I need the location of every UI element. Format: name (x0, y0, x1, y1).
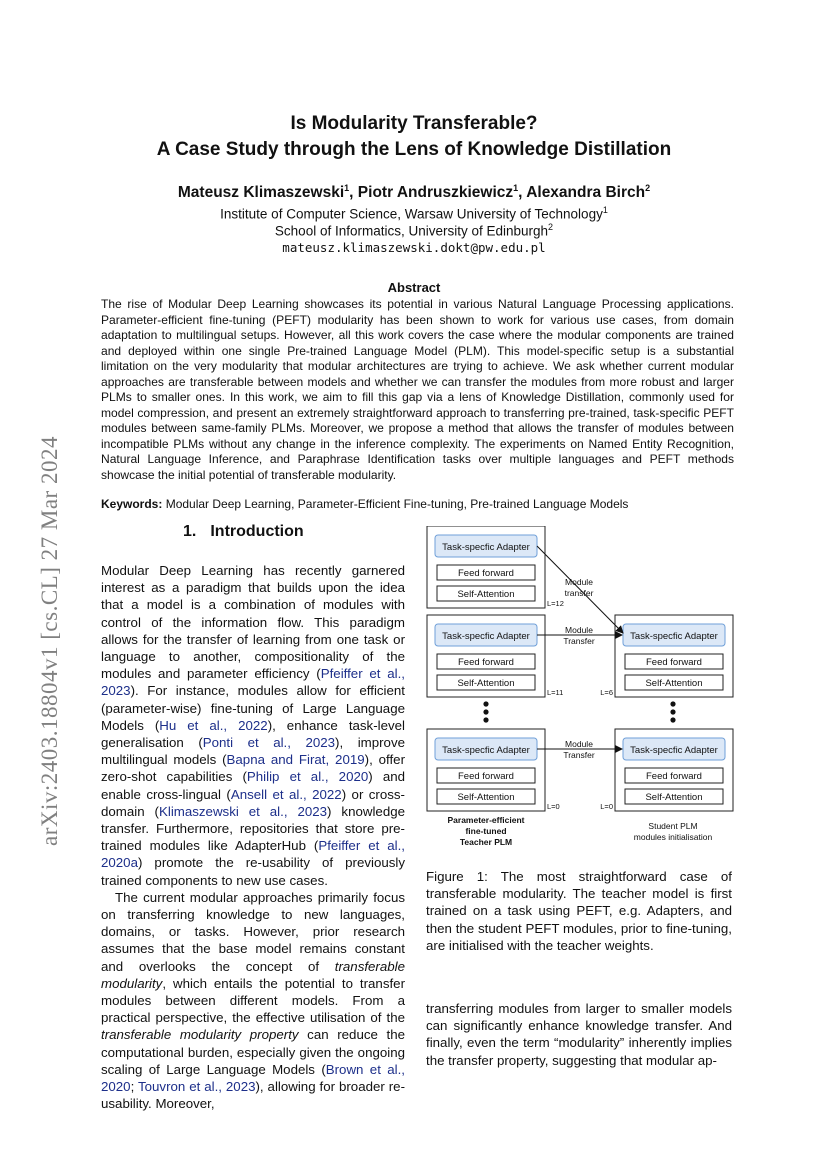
layer-index: L=6 (600, 688, 613, 697)
abstract-heading: Abstract (387, 280, 441, 295)
transfer-label: Module (565, 577, 593, 587)
self-attention-label: Self-Attention (645, 678, 703, 689)
layer-block (427, 729, 560, 811)
adapter-label: Task-specfic Adapter (442, 542, 530, 553)
affiliation (0, 222, 828, 239)
layer-block (427, 615, 563, 697)
citation-link[interactable]: Pfeiffer et al., 2023 (101, 666, 405, 699)
author-affil-mark: 2 (645, 183, 651, 193)
layer-block (427, 526, 564, 608)
intro-paragraph-2 (101, 889, 405, 1113)
emphasis-text: transferable modularity property (101, 1027, 299, 1043)
paper-title (0, 111, 828, 163)
ellipsis-dot-icon (670, 709, 675, 714)
module-transfer-arrows (537, 546, 623, 760)
paragraph-text: ), enhance task-level generalisation ( (101, 717, 405, 751)
citation-link[interactable]: Ponti et al., 2023 (202, 735, 336, 751)
paragraph-text: , which entails the potential to transfer modules between different models. From a practical perspective, the effective utilisation of the (101, 975, 405, 1026)
section-number: 1. (183, 523, 197, 540)
author-name: Mateusz Klimaszewski (177, 184, 345, 202)
teacher-caption: fine-tuned (465, 826, 507, 836)
ellipsis-dot-icon (670, 717, 675, 722)
paragraph-text: ) or cross-domain ( (101, 786, 405, 819)
ellipsis-dot-icon (483, 709, 488, 714)
affiliation-text: Institute of Computer Science, Warsaw University of Technology (220, 206, 603, 222)
figure-1 (425, 526, 735, 856)
author-separator: , (518, 184, 527, 202)
adapter-label: Task-specfic Adapter (442, 631, 530, 642)
student-caption: modules initialisation (633, 832, 713, 842)
transfer-label: Transfer (563, 750, 595, 760)
author-list (0, 183, 828, 202)
feed-forward-label: Feed forward (458, 568, 514, 579)
self-attention-label: Self-Attention (645, 792, 703, 803)
student-caption: Student PLM (648, 821, 698, 831)
author-affil-mark: 1 (344, 183, 350, 193)
section-title: Introduction (210, 523, 304, 540)
emphasis-text: transferable modularity (101, 958, 405, 991)
paragraph-text: ), offer zero-shot capabilities ( (101, 752, 406, 785)
keywords (101, 497, 741, 511)
layer-index: L=0 (600, 802, 613, 811)
affiliation-mark: 2 (548, 222, 554, 232)
ellipsis-dot-icon (670, 701, 675, 706)
citation-link[interactable]: Hu et al., 2022 (159, 717, 268, 733)
paragraph-text: ) and enable cross-lingual ( (101, 769, 406, 802)
paragraph-text: ) knowledge transfer. Furthermore, repositories that store pre-trained modules like AdapterHub ( (101, 803, 405, 854)
feed-forward-label: Feed forward (458, 657, 514, 668)
student-plm-layers (600, 615, 733, 811)
title-line-1: Is Modularity Transferable? (290, 113, 538, 134)
layer-index: L=11 (547, 688, 564, 697)
teacher-caption: Teacher PLM (459, 837, 513, 847)
intro-paragraph-3: transferring modules from larger to smaller models can significantly enhance knowledge transfer. And finally, even the term “modularity” inherently implies the transfer property, suggesting that modular ap- (426, 1001, 732, 1068)
teacher-plm-layers (427, 526, 564, 811)
adapter-label: Task-specfic Adapter (630, 745, 718, 756)
teacher-caption: Parameter-efficient (447, 815, 525, 825)
feed-forward-label: Feed forward (646, 657, 702, 668)
author-separator: , (349, 184, 358, 202)
citation-link[interactable]: Ansell et al., 2022 (230, 786, 342, 802)
keywords-label: Keywords: (101, 497, 163, 511)
citation-link[interactable]: Philip et al., 2020 (246, 769, 369, 785)
citation-link[interactable]: Bapna and Firat, 2019 (226, 752, 365, 768)
title-line-2: A Case Study through the Lens of Knowledge Distillation (156, 139, 672, 160)
affiliation-text: School of Informatics, University of Edinburgh (274, 223, 549, 239)
transfer-label: Module (565, 625, 593, 635)
citation-link[interactable]: Brown et al., 2020 (101, 1061, 405, 1095)
abstract-text: The rise of Modular Deep Learning showcases its potential in various Natural Language Processing applications. Parameter-efficient fine-tuning (PEFT) modularity has been shown to work for various use cases, from domain adaptation to multilingual setups. However, all this work covers the case where the modular components are trained and deployed within one single Pre-trained Language Model (PLM). This model-specific setup is a substantial limitation on the very modularity that modular architectures are trying to achieve. We ask whether current modular approaches are transferable between models and whether we can transfer the modules from more robust and larger PLMs to smaller ones. In this work, we aim to fill this gap via a lens of Knowledge Distillation, commonly used for model compression, and present an extremely straightforward approach to transferring pre-trained, task-specific PEFT modules between same-family PLMs. Moreover, we propose a method that allows the transfer of modules between incompatible PLMs without any change in the inference complexity. The experiments on Named Entity Recognition, Natural Language Inference, and Paraphrase Identification tasks over multiple languages and PEFT methods showcase the initial potential of transferable modularity. (101, 297, 734, 482)
adapter-label: Task-specfic Adapter (442, 745, 530, 756)
intro-left-column (101, 562, 405, 1113)
intro-paragraph-1 (101, 562, 405, 889)
layer-block (600, 729, 733, 811)
layer-index: L=12 (547, 599, 564, 608)
self-attention-label: Self-Attention (457, 792, 515, 803)
figure-model-captions (447, 815, 712, 847)
author-name: Piotr Andruszkiewicz (357, 184, 514, 202)
ellipsis-dot-icon (483, 717, 488, 722)
arxiv-identifier: arXiv:2403.18804v1 [cs.CL] 27 Mar 2024 (37, 436, 62, 846)
section-heading (183, 523, 304, 541)
affiliation-mark: 1 (602, 205, 608, 215)
citation-link[interactable]: Pfeiffer et al., 2020a (101, 838, 405, 871)
transfer-label: Transfer (563, 636, 595, 646)
citation-link[interactable]: Touvron et al., 2023 (137, 1079, 256, 1095)
paragraph-text: ; (130, 1079, 138, 1095)
self-attention-label: Self-Attention (457, 589, 515, 600)
author-email: mateusz.klimaszewski.dokt@pw.edu.pl (282, 240, 546, 255)
ellipsis-dot-icon (483, 701, 488, 706)
layer-block (600, 615, 733, 697)
paragraph-text: can reduce the computational burden, especially given the ongoing scaling of Large Language Models ( (101, 1027, 405, 1077)
self-attention-label: Self-Attention (457, 678, 515, 689)
paragraph-text: ), allowing for broader re-usability. Moreover, (101, 1079, 405, 1112)
paragraph-text: ). For instance, modules allow for efficient (parameter-wise) fine-tuning of Large Language Models ( (101, 683, 405, 733)
paragraph-text: Modular Deep Learning has recently garnered interest as a paradigm that builds upon the idea that a model is a combination of modules with control of the information flow. This paradigm allows for the transfer of learning from one task or language to another, compositionality of the modules and parameter efficiency ( (101, 563, 405, 682)
keywords-text: Modular Deep Learning, Parameter-Efficient Fine-tuning, Pre-trained Language Models (162, 497, 629, 511)
transfer-label: Module (565, 739, 593, 749)
paragraph-text: ), improve multilingual models ( (101, 735, 405, 768)
figure-1-diagram (425, 526, 735, 856)
transfer-label: transfer (564, 588, 594, 598)
feed-forward-label: Feed forward (646, 771, 702, 782)
citation-link[interactable]: Klimaszewski et al., 2023 (159, 803, 328, 819)
affiliation (0, 205, 828, 222)
intro-right-column (426, 1000, 732, 1069)
layer-ellipsis-icons (483, 701, 675, 722)
feed-forward-label: Feed forward (458, 771, 514, 782)
author-affil-mark: 1 (513, 183, 519, 193)
figure-1-caption: Figure 1: The most straightforward case of transferable modularity. The teacher model is first trained on a task using PEFT, e.g. Adapters, and then the student PEFT modules, prior to fine-tuning, are initialised with the teacher weights. (426, 869, 732, 953)
author-name: Alexandra Birch (526, 184, 646, 202)
paragraph-text: The current modular approaches primarily focus on transferring knowledge to new languages, domains, or tasks. However, prior research assumes that the base model remains constant and overlooks the concept of (101, 889, 405, 974)
paragraph-text: ) promote the re-usability of previously trained components to new use cases. (101, 855, 405, 888)
layer-index: L=0 (547, 802, 560, 811)
adapter-label: Task-specfic Adapter (630, 631, 718, 642)
